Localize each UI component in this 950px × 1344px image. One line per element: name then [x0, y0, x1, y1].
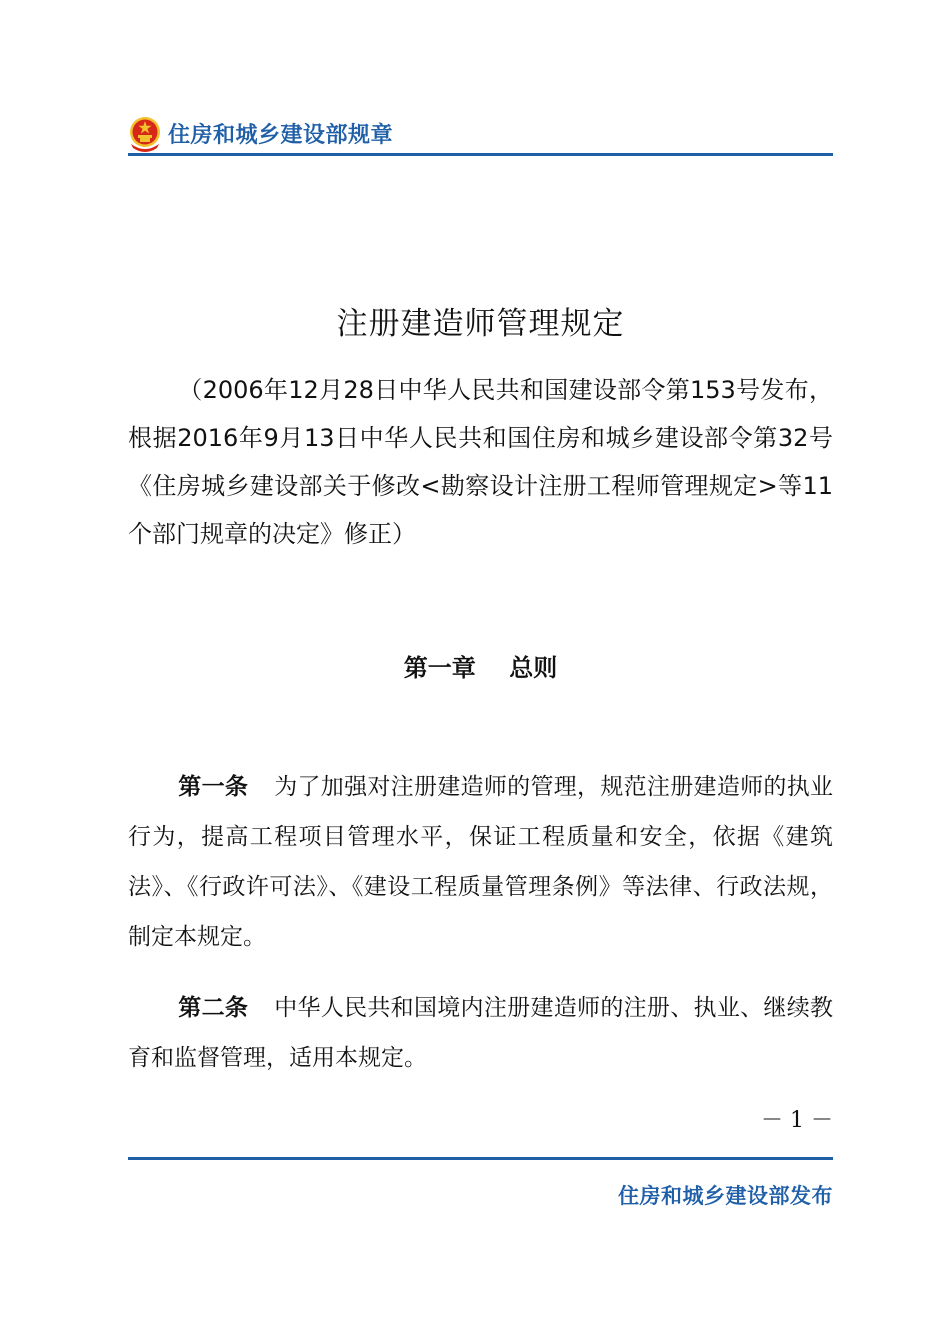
article-label: 第二条: [178, 995, 249, 1021]
article-1: [128, 762, 833, 962]
chapter-heading: 第一章 总则: [403, 654, 558, 682]
footer-divider: [128, 1157, 833, 1160]
article-text: 中华人民共和国境内注册建造师的注册、执业、继续教育和监督管理，适用本规定。: [128, 995, 834, 1071]
header-divider: [128, 153, 833, 156]
header-title: 住房和城乡建设部规章: [168, 123, 394, 148]
national-emblem-icon: [128, 116, 162, 152]
article-text: 为了加强对注册建造师的管理，规范注册建造师的执业行为，提高工程项目管理水平，保证工程质量和安全，依据《建筑法》、《行政许可法》、《建设工程质量管理条例》等法律、行政法规，制定本规定。: [128, 774, 834, 950]
page-header: [128, 112, 833, 158]
subtitle-text: （2006年12月28日中华人民共和国建设部令第153号发布，根据2016年9月13日中华人民共和国住房和城乡建设部令第32号《住房城乡建设部关于修改<勘察设计注册工程师管理规定>等11个部门规章的决定》修正）: [128, 376, 833, 548]
document-title: 注册建造师管理规定: [336, 306, 625, 342]
page-number: － 1 －: [761, 1108, 833, 1133]
article-2: [128, 983, 833, 1083]
footer-publisher: 住房和城乡建设部发布: [618, 1184, 833, 1208]
article-label: 第一条: [178, 774, 249, 800]
document-subtitle: [128, 366, 833, 558]
